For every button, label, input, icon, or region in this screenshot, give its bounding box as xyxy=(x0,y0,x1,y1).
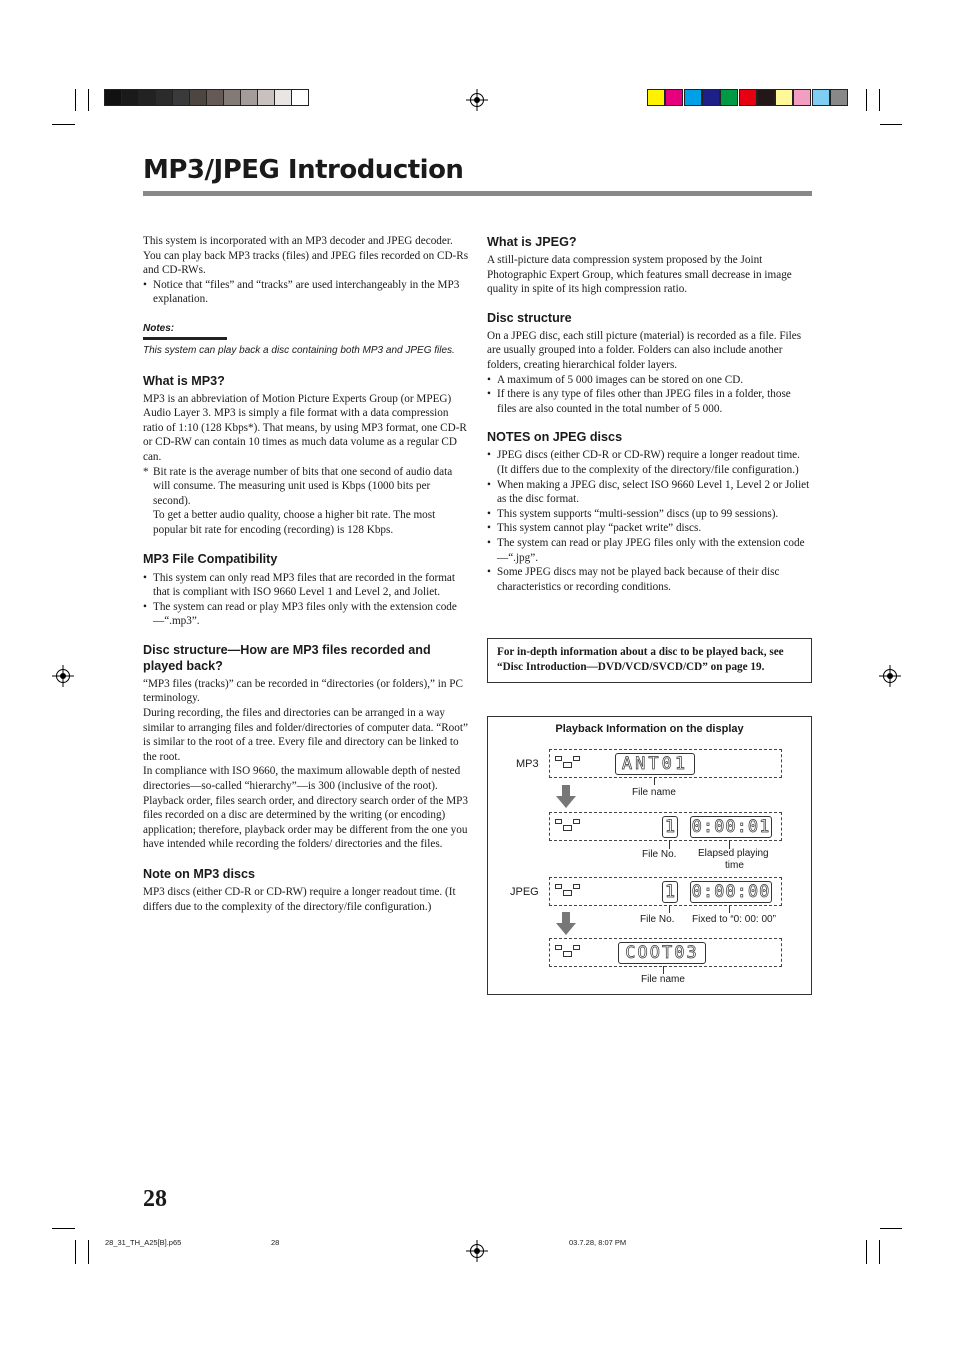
caption-file-no: File No. xyxy=(642,849,677,860)
caption-pointer xyxy=(729,905,730,913)
page-number: 28 xyxy=(143,1186,167,1212)
calibration-swatch xyxy=(775,89,793,106)
disc-indicator-icon xyxy=(555,884,581,898)
paragraph: In compliance with ISO 9660, the maximum allowable depth of nested directories—so-called “hierarchy”—is 300 (inclusive of the root). xyxy=(143,765,461,793)
left-column xyxy=(143,234,469,914)
list-item: • When making a JPEG disc, select ISO 9660 Level 1, Level 2 or Joliet as the disc format. xyxy=(487,478,811,507)
calibration-swatch xyxy=(274,89,292,106)
display-row-mp3-filename xyxy=(549,749,782,778)
caption-elapsed-time: Elapsed playing xyxy=(698,848,769,859)
list-item: • Some JPEG discs may not be played back because of their disc characteristics or recording conditions. xyxy=(487,565,811,594)
list-item: • If there is any type of files other than JPEG files in a folder, those files are also counted in the total number of 5 000. xyxy=(487,387,811,416)
playback-info-box xyxy=(487,716,812,995)
time-display: 0:00:00 xyxy=(691,882,771,902)
caption-pointer xyxy=(669,905,670,913)
disc-indicator-icon xyxy=(555,819,581,833)
footer-date: 03.7.28, 8:07 PM xyxy=(569,1238,627,1247)
caption-file-no: File No. xyxy=(640,914,675,925)
caption-file-name: File name xyxy=(632,787,676,798)
calibration-swatch xyxy=(720,89,738,106)
calibration-swatch xyxy=(121,89,139,106)
notes-jpeg-heading: NOTES on JPEG discs xyxy=(487,430,623,445)
calibration-swatch xyxy=(206,89,224,106)
registration-mark-icon xyxy=(879,665,901,687)
calibration-swatch xyxy=(104,89,122,106)
info-box: For in-depth information about a disc to be played back, see “Disc Introduction—DVD/VCD/SVCD/CD” on page 19. xyxy=(487,638,812,683)
compat-bullets xyxy=(143,571,469,629)
calibration-swatch xyxy=(739,89,757,106)
intro-bullets xyxy=(143,278,469,307)
display-row-jpeg-filename xyxy=(549,938,782,967)
compat-heading: MP3 File Compatibility xyxy=(143,551,278,566)
note-mp3-heading: Note on MP3 discs xyxy=(143,867,255,881)
calibration-swatch xyxy=(684,89,702,106)
notes-jpeg-bullets xyxy=(487,448,811,594)
calibration-swatch xyxy=(223,89,241,106)
time-display: 0:00:01 xyxy=(691,817,771,837)
list-item: • This system can only read MP3 files that are recorded in the format that is compliant with ISO 9660 Level 1 and Level 2, and Joliet. xyxy=(143,571,469,600)
disc-structure-heading: Disc structure xyxy=(487,310,572,325)
list-item: • Notice that “files” and “tracks” are used interchangeably in the MP3 explanation. xyxy=(143,278,469,307)
segment-display: COOT03 xyxy=(618,942,706,964)
calibration-swatch xyxy=(291,89,309,106)
list-item: • The system can read or play JPEG files only with the extension code—“.jpg”. xyxy=(487,536,811,565)
playback-title: Playback Information on the display xyxy=(555,723,744,735)
title-rule xyxy=(143,191,812,196)
display-row-jpeg-time xyxy=(549,877,782,906)
disc-structure-bullets xyxy=(487,373,811,417)
disc-structure-body: On a JPEG disc, each still picture (material) is recorded as a file. Files are usually grouped into a folder. Folders can also include another folders, creating hierarchical folder layers. xyxy=(487,329,802,371)
notes-text: This system can play back a disc containing both MP3 and JPEG files. xyxy=(143,344,455,356)
calibration-swatch xyxy=(647,89,665,106)
paragraph: During recording, the files and directories can be arranged in a way similar to arranging files and folder/directories of computer data. “Root” is similar to the root of a tree. Every file and directory can be linked to the root. xyxy=(143,707,468,763)
right-column xyxy=(487,234,811,594)
file-number-display: 1 xyxy=(662,816,678,838)
disc-indicator-icon xyxy=(555,945,581,959)
footnote-list xyxy=(143,465,469,509)
paragraph: Playback order, files search order, and directory search order of the MP3 files recorded on a disc are determined by the writing (or encoding) application; therefore, playback order may be different from the one you have intended while recording the folders/ directories and the files. xyxy=(143,794,468,851)
caption-file-name: File name xyxy=(641,974,685,985)
disc-indicator-icon xyxy=(555,756,581,770)
registration-mark-icon xyxy=(52,665,74,687)
down-arrow-icon xyxy=(556,912,576,936)
list-item: • JPEG discs (either CD-R or CD-RW) require a longer readout time. (It differs due to the complexity of the directory/file configuration.) xyxy=(487,448,811,477)
caption-elapsed-time-2: time xyxy=(725,860,744,871)
what-jpeg-body: A still-picture data compression system proposed by the Joint Photographic Expert Group, which features small decrease in image quality in spite of its high compression ratio. xyxy=(487,254,792,296)
registration-mark-icon xyxy=(466,89,488,111)
paragraph: “MP3 files (tracks)” can be recorded in “directories (or folders),” in PC terminology. xyxy=(143,677,463,705)
note-mp3-body: MP3 discs (either CD-R or CD-RW) require a longer readout time. (It differs due to the complexity of the directory/file configuration.) xyxy=(143,886,456,913)
down-arrow-icon xyxy=(556,785,576,809)
display-row-mp3-time xyxy=(549,812,782,841)
calibration-swatch xyxy=(702,89,720,106)
jpeg-label: JPEG xyxy=(510,886,539,898)
mp3-label: MP3 xyxy=(516,758,539,770)
list-item: • This system cannot play “packet write” discs. xyxy=(487,521,811,536)
list-item: • The system can read or play MP3 files only with the extension code—“.mp3”. xyxy=(143,600,469,629)
footnote-continued: To get a better audio quality, choose a higher bit rate. The most popular bit rate for encoding (recording) is 128 Kbps. xyxy=(153,509,436,536)
calibration-swatch xyxy=(138,89,156,106)
footer-page: 28 xyxy=(271,1238,280,1247)
caption-pointer xyxy=(669,840,670,849)
calibration-swatch xyxy=(665,89,683,106)
list-item: • This system supports “multi-session” discs (up to 99 sessions). xyxy=(487,507,811,522)
calibration-swatch xyxy=(812,89,830,106)
calibration-swatch xyxy=(189,89,207,106)
calibration-swatch xyxy=(830,89,848,106)
calibration-swatch xyxy=(172,89,190,106)
what-mp3-body: MP3 is an abbreviation of Motion Picture Experts Group (or MPEG) Audio Layer 3. MP3 is simply a file format with a data compression ratio of 1:10 (128 Kbps*). That means, by using MP3 format, one CD-R or CD-RW can contain 10 times as much data volume as a regular CD can. xyxy=(143,392,467,463)
disc-structure-mp3-heading: Disc structure—How are MP3 files recorded and played back? xyxy=(143,642,431,673)
calibration-swatch xyxy=(757,89,775,106)
caption-fixed-time: Fixed to “0: 00: 00” xyxy=(692,914,776,925)
caption-pointer xyxy=(663,966,664,974)
what-jpeg-heading: What is JPEG? xyxy=(487,235,577,249)
notes-label: Notes: xyxy=(143,322,175,334)
registration-mark-icon xyxy=(466,1240,488,1262)
segment-display: ANT01 xyxy=(615,753,695,775)
footer-filename: 28_31_TH_A25[B].p65 xyxy=(105,1238,182,1247)
intro-paragraph: This system is incorporated with an MP3 decoder and JPEG decoder. You can play back MP3 tracks (files) and JPEG files recorded on CD-Rs and CD-RWs. xyxy=(143,235,469,277)
calibration-swatch xyxy=(240,89,258,106)
list-item: • A maximum of 5 000 images can be stored on one CD. xyxy=(487,373,811,388)
calibration-swatch xyxy=(155,89,173,106)
footnote: * Bit rate is the average number of bits that one second of audio data will consume. The measuring unit used is Kbps (1000 bits per second). xyxy=(143,465,469,509)
page-title: MP3/JPEG Introduction xyxy=(143,155,464,185)
file-number-display: 1 xyxy=(662,881,678,903)
calibration-swatch xyxy=(257,89,275,106)
calibration-swatch xyxy=(793,89,811,106)
what-mp3-heading: What is MP3? xyxy=(143,373,225,388)
caption-pointer xyxy=(654,777,655,785)
